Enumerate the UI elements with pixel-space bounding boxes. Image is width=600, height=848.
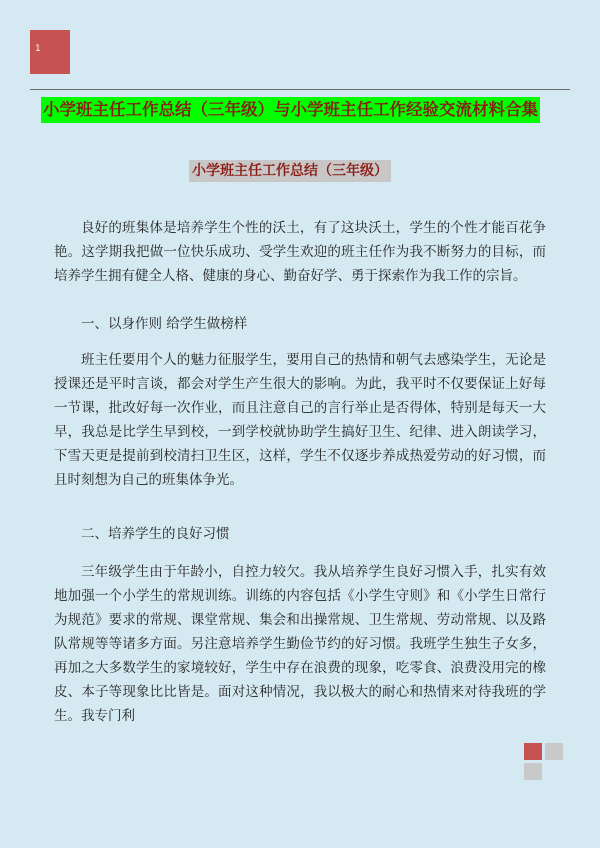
heading-lead-by-example: 一、以身作则 给学生做榜样 <box>81 316 248 332</box>
section-title: 小学班主任工作总结（三年级） <box>189 160 391 182</box>
paragraph-lead-by-example: 班主任要用个人的魅力征服学生，要用自己的热情和朝气去感染学生，无论是授课还是平时言谈，都会对学生产生很大的影响。为此，我平时不仅要保证上好每一节课，批改好每一次作业，而且注意自己的言行举止是否得体，特别是每天一大早，我总是比学生早到校，一到学校就协助学生搞好卫生、纪律、进入朗读学习，下雪天更是提前到校清扫卫生区，这样，学生不仅逐步养成热爱劳动的好习惯，而且时刻想为自己的班集体争光。 <box>54 352 546 488</box>
deco-square-red <box>524 743 542 760</box>
paragraph-good-habits: 三年级学生由于年龄小，自控力较欠。我从培养学生良好习惯入手，扎实有效地加强一个小学生的常规训练。训练的内容包括《小学生守则》和《小学生日常行为规范》要求的常规、课堂常规、集会和出操常规、卫生常规、劳动常规、以及路队常规等等诸多方面。另注意培养学生勤俭节约的好习惯。我班学生独生子女多，再加之大多数学生的家境较好，学生中存在浪费的现象，吃零食、浪费没用完的橡皮、本子等现象比比皆是。面对这种情况，我以极大的耐心和热情来对待我班的学生。我专门利 <box>54 564 546 724</box>
deco-square-grey <box>524 763 542 780</box>
corner-decoration <box>524 743 564 781</box>
deco-square-grey <box>545 743 563 760</box>
page-number-badge <box>30 30 70 74</box>
page-number: 1 <box>35 44 41 54</box>
heading-good-habits: 二、培养学生的良好习惯 <box>81 526 230 542</box>
intro-paragraph: 良好的班集体是培养学生个性的沃土，有了这块沃土，学生的个性才能百花争艳。这学期我把做一位快乐成功、受学生欢迎的班主任作为我不断努力的目标，而培养学生拥有健全人格、健康的身心、勤奋好学、勇于探索作为我工作的宗旨。 <box>54 220 546 284</box>
header-divider <box>30 89 570 90</box>
document-title: 小学班主任工作总结（三年级）与小学班主任工作经验交流材料合集 <box>41 97 540 123</box>
